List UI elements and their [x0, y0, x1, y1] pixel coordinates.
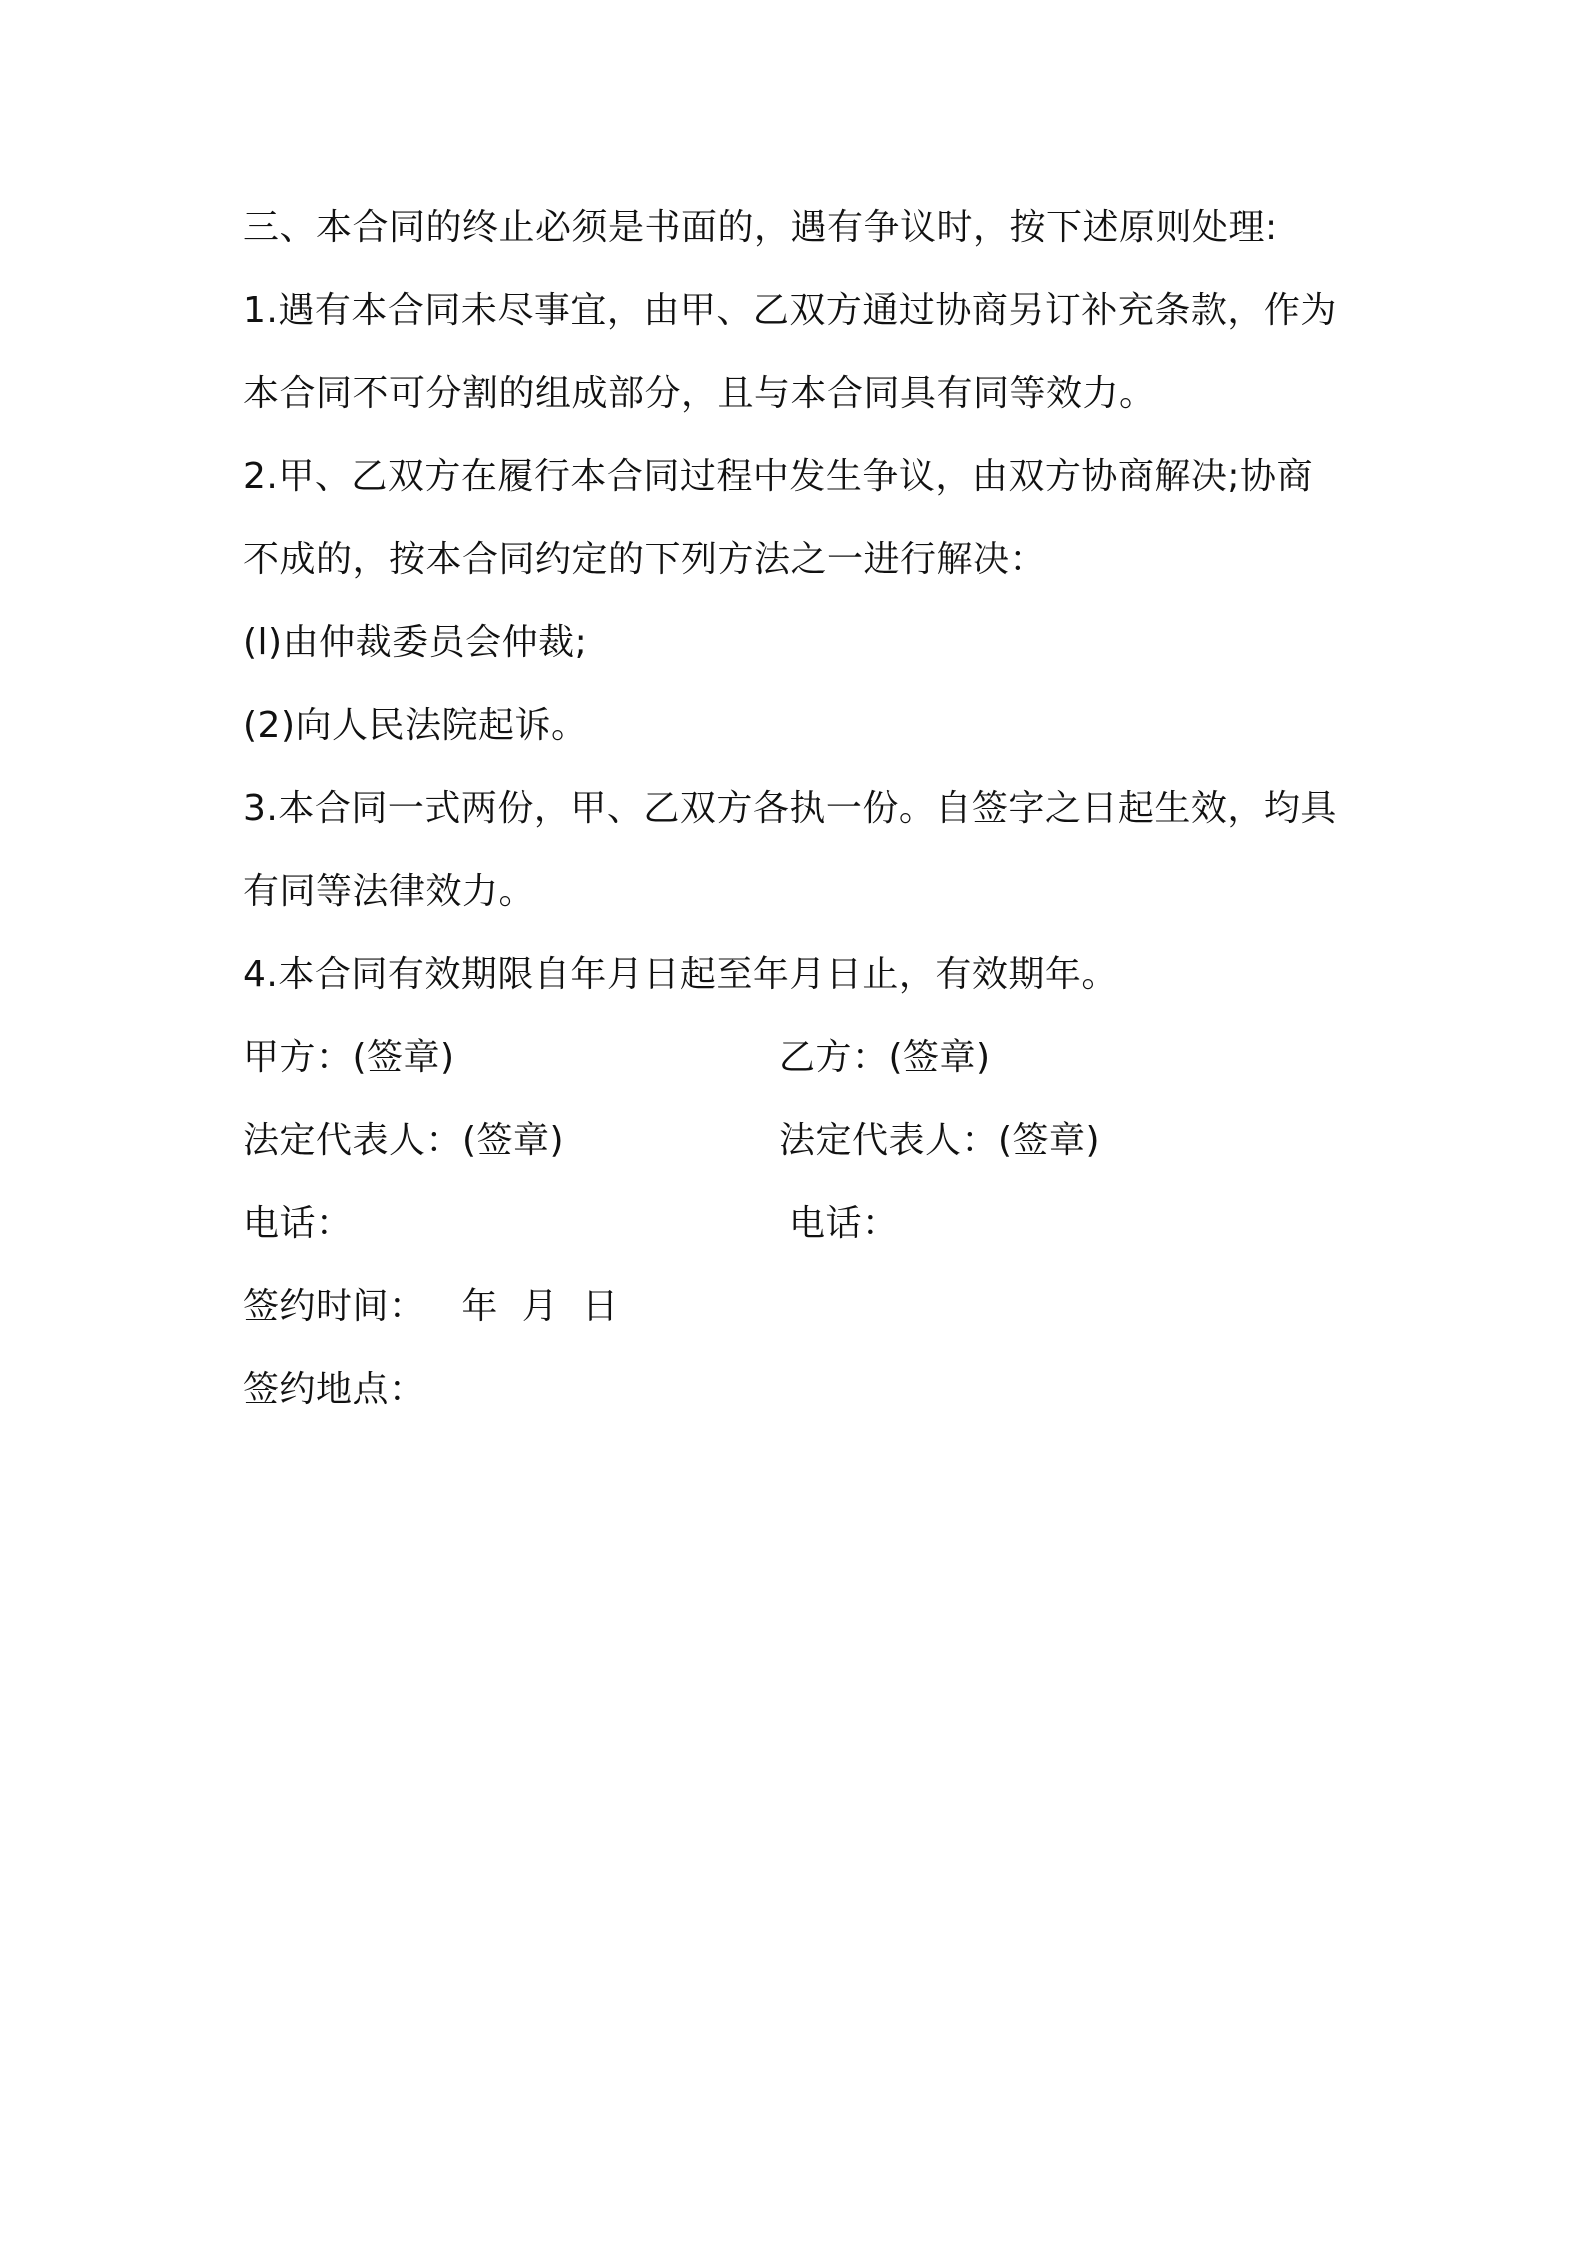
party-a-representative: 法定代表人：(签章)	[243, 1120, 565, 1161]
signing-date: 签约时间： 年 月 日	[243, 1286, 619, 1327]
signing-place: 签约地点：	[243, 1369, 426, 1410]
clause-3-line-2: 有同等法律效力。	[243, 871, 536, 912]
party-b-phone: 电话：	[789, 1203, 899, 1244]
clause-3-line-1: 3.本合同一式两份，甲、乙双方各执一份。自签字之日起生效，均具	[243, 788, 1337, 829]
section-heading: 三、本合同的终止必须是书面的，遇有争议时，按下述原则处理:	[243, 207, 1278, 248]
clause-2-option-1: (l)由仲裁委员会仲裁;	[243, 622, 588, 663]
clause-2-line-2: 不成的，按本合同约定的下列方法之一进行解决：	[243, 539, 1047, 580]
clause-1-line-2: 本合同不可分割的组成部分，且与本合同具有同等效力。	[243, 373, 1156, 414]
clause-2-option-2: (2)向人民法院起诉。	[243, 705, 588, 746]
clause-4: 4.本合同有效期限自年月日起至年月日止，有效期年。	[243, 954, 1118, 995]
clause-2-line-1: 2.甲、乙双方在履行本合同过程中发生争议，由双方协商解决;协商	[243, 456, 1313, 497]
party-b-representative: 法定代表人：(签章)	[779, 1120, 1101, 1161]
party-a-phone: 电话：	[243, 1203, 353, 1244]
party-b-signature: 乙方：(签章)	[779, 1037, 991, 1078]
clause-1-line-1: 1.遇有本合同未尽事宜，由甲、乙双方通过协商另订补充条款，作为	[243, 290, 1337, 331]
party-a-signature: 甲方：(签章)	[243, 1037, 455, 1078]
